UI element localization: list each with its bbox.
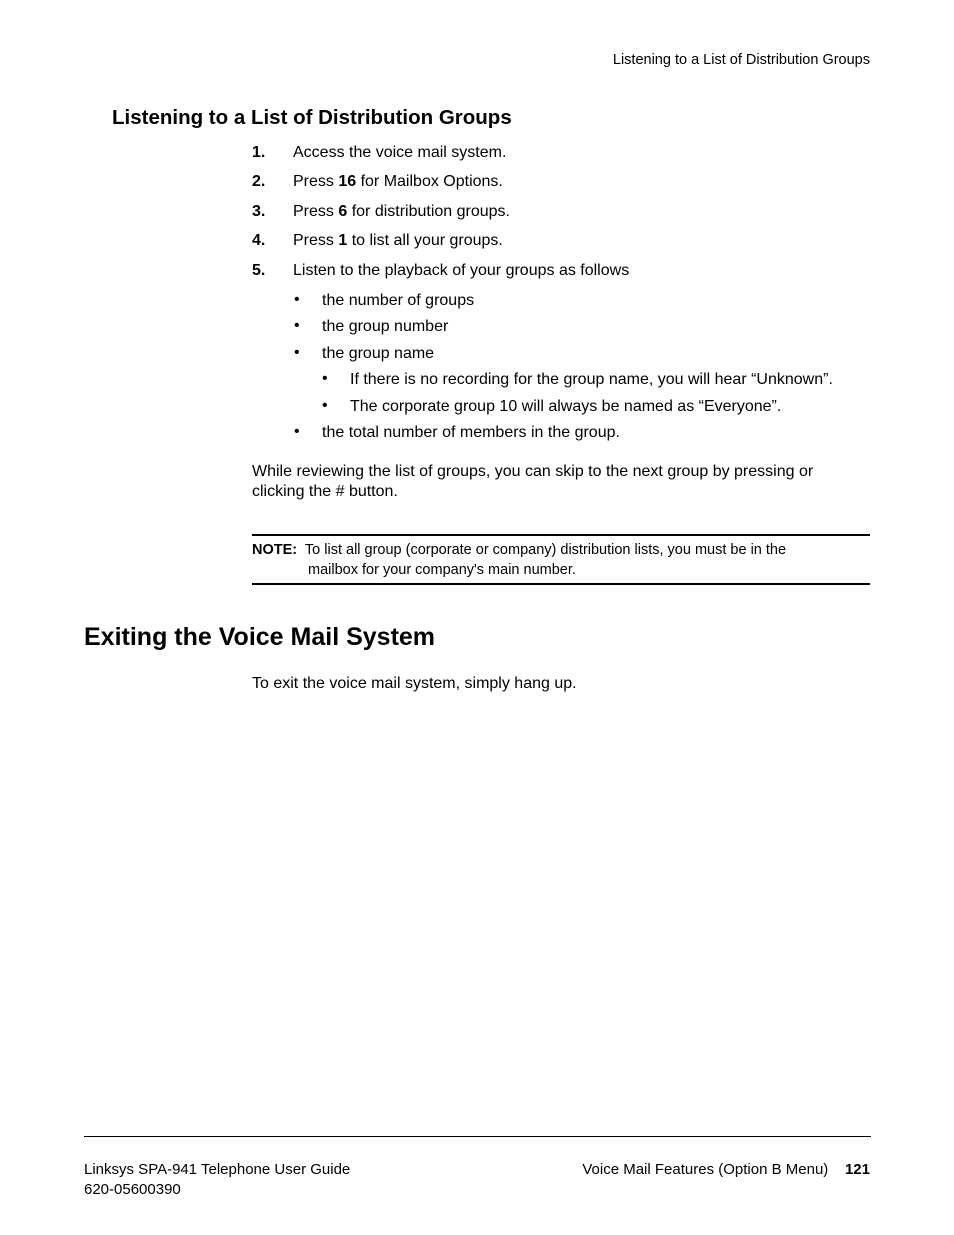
paragraph-line: While reviewing the list of groups, you can skip to the next group by pressing or (252, 463, 814, 480)
footer-chapter-page (582, 1160, 870, 1180)
footer-chapter: Voice Mail Features (Option B Menu) (582, 1161, 829, 1178)
step-text: Press 6 for distribution groups. (293, 203, 510, 220)
note-bottom-rule (252, 583, 870, 585)
bullet-icon: • (294, 344, 300, 361)
sub-list-item: The corporate group 10 will always be named as “Everyone”. (350, 398, 782, 415)
footer-rule (84, 1136, 871, 1137)
step-text: Press 16 for Mailbox Options. (293, 173, 503, 190)
footer-guide-title: Linksys SPA-941 Telephone User Guide (84, 1161, 351, 1178)
step-number: 2. (252, 173, 266, 190)
key-number: 16 (338, 173, 357, 190)
bullet-icon: • (322, 370, 328, 387)
list-item: the group number (322, 318, 449, 335)
bullet-icon: • (294, 291, 300, 308)
step-text: Access the voice mail system. (293, 144, 507, 161)
key-number: 1 (338, 232, 348, 249)
note-line: NOTE: To list all group (corporate or company) distribution lists, you must be in the (252, 542, 787, 558)
page-number: 121 (844, 1161, 870, 1178)
step-text: Listen to the playback of your groups as follows (293, 262, 630, 279)
running-header: Listening to a List of Distribution Groups (612, 52, 870, 68)
note-top-rule (252, 534, 870, 536)
step-text: Press 1 to list all your groups. (293, 232, 503, 249)
list-item: the group name (322, 345, 435, 362)
step-number: 1. (252, 144, 266, 161)
list-item: the total number of members in the group. (322, 424, 620, 441)
sub-list-item: If there is no recording for the group name, you will hear “Unknown”. (350, 371, 833, 388)
note-line: mailbox for your company's main number. (308, 562, 576, 578)
step-number: 3. (252, 203, 266, 220)
list-item: the number of groups (322, 292, 475, 309)
section-title-distribution-groups: Listening to a List of Distribution Groups (112, 106, 512, 129)
key-number: 6 (338, 203, 348, 220)
paragraph-line: clicking the # button. (252, 483, 398, 500)
footer-doc-number: 620-05600390 (84, 1181, 181, 1198)
paragraph-line: To exit the voice mail system, simply hang up. (252, 675, 577, 692)
bullet-icon: • (294, 317, 300, 334)
bullet-icon: • (322, 397, 328, 414)
bullet-icon: • (294, 423, 300, 440)
note-label: NOTE: (252, 542, 298, 558)
step-number: 5. (252, 262, 266, 279)
section-title-exiting: Exiting the Voice Mail System (84, 623, 436, 651)
step-number: 4. (252, 232, 266, 249)
